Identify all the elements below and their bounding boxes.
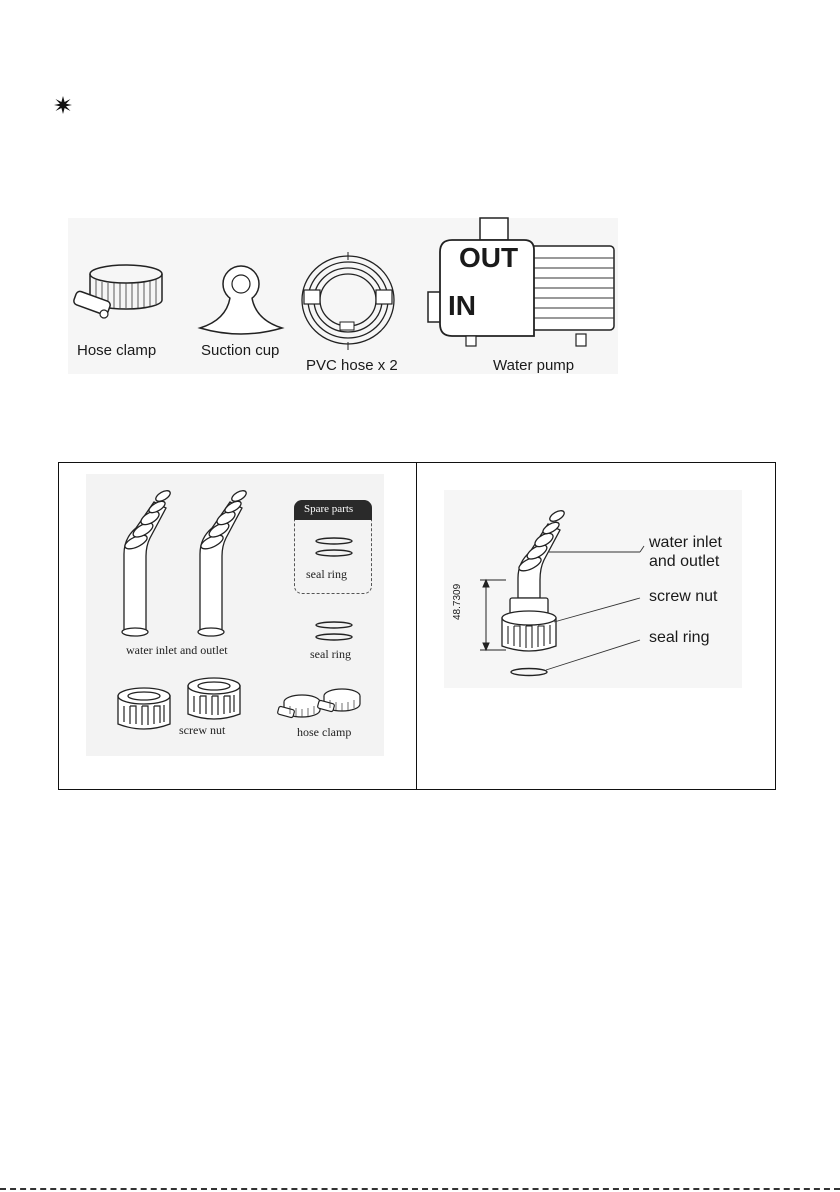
water-pump-label: Water pump <box>493 357 575 374</box>
inlet-outlet-pipes-illustration <box>110 482 280 642</box>
water-inlet-outlet-label: water inlet and outlet <box>126 643 228 657</box>
hose-clamp-illustration <box>72 258 172 330</box>
hose-clamp-label: Hose clamp <box>77 342 157 359</box>
suction-cup-label: Suction cup <box>201 342 280 359</box>
pvc-hose-coil-illustration <box>296 252 400 352</box>
assembly-seal-ring-label: seal ring <box>649 629 710 646</box>
hose-clamp-small-label: hose clamp <box>297 725 352 739</box>
assembly-water-inlet-label <box>649 533 722 571</box>
pvc-hose-label: PVC hose x 2 <box>306 357 398 374</box>
suction-cup-illustration <box>196 262 286 338</box>
page-bottom-rule <box>0 1188 840 1190</box>
spare-seal-ring-label: seal ring <box>306 567 347 581</box>
table-divider <box>416 462 417 790</box>
spare-parts-label: Spare parts <box>304 503 354 515</box>
pump-out-text: OUT <box>459 242 519 273</box>
seal-ring-label: seal ring <box>310 647 351 661</box>
pump-in-text: IN <box>448 290 476 321</box>
small-hose-clamps-illustration <box>276 684 366 724</box>
assembly-water-inlet-line1: water inlet <box>649 534 722 551</box>
seal-rings-illustration <box>312 620 356 644</box>
spare-seal-rings-illustration <box>312 536 356 560</box>
assembly-screw-nut-label: screw nut <box>649 588 718 605</box>
star-burst-icon <box>54 96 72 114</box>
water-pump-illustration <box>426 216 620 352</box>
assembly-water-inlet-line2: and outlet <box>649 553 720 570</box>
dimension-label: 48.7309 <box>452 583 463 620</box>
screw-nut-label: screw nut <box>179 723 226 737</box>
